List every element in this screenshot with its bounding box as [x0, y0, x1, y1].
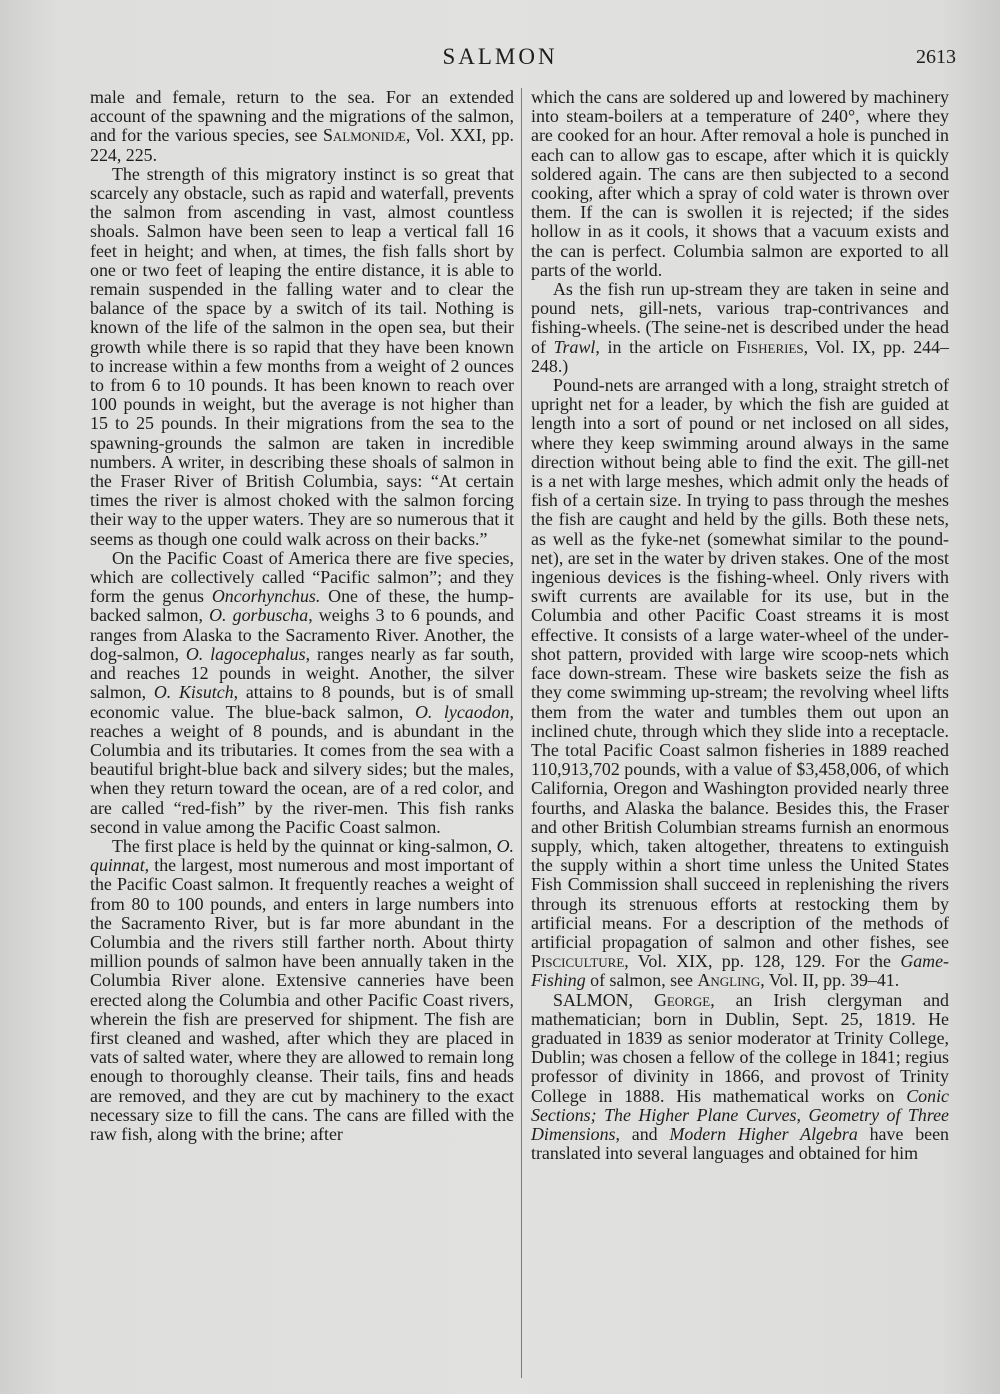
text-run: On the Pacific Coast of America there are five species, which are collectively called “Pacific salmon”; and they form the genus	[90, 547, 514, 607]
text-run: , Vol. XXI, pp. 224, 225.	[90, 125, 514, 165]
column-rule	[521, 88, 522, 1378]
paragraph	[531, 376, 949, 991]
text-run: Pound-nets are arranged with a long, straight stretch of upright net for a leader, by which the fish are guided at length into a sort of pound or net inclosed on all sides, where they keep swimming around always in the same direction without being able to find the exit. The gill-net is a net with large meshes, which admit only the heads of fish of a certain size. In trying to pass through the meshes the fish are caught and held by the gills. Both these nets, as well as the fyke-net (somewhat similar to the pound-net), are set in the water by driven stakes. One of the most ingenious devices is the fishing-wheel. Only rivers with swift currents are available for its use, but in the Columbia and other Pacific Coast streams it is most effective. It consists of a large water-wheel of the under-shot pattern, provided with large wire scoop-nets which face down-stream. These wire baskets seize the fish as they come swimming up-stream; the revolving wheel lifts them from the water and tumbles them out upon an inclined chute, through which they slide into a receptacle. The total Pacific Coast salmon fisheries in 1889 reached 110,913,702 pounds, with a value of $3,458,006, of which California, Oregon and Washington provided nearly three fourths, and Alaska the balance. Besides this, the Fraser and other British Columbian streams furnish an enormous supply, which, taken altogether, threatens to extinguish the supply within a short time unless the United States Fish Commission shall succeed in replenishing the rivers through its strenuous efforts at restocking them by artificial means. For a description of the methods of artificial propagation of salmon and other fishes, see	[531, 375, 949, 952]
text-run: male and female, return to the sea. For an extended account of the spawning and the migrations of the salmon, and for the various species, see	[90, 87, 514, 146]
text-run: of salmon, see	[585, 970, 698, 991]
text-run: , Vol. IX, pp. 244–248.)	[531, 336, 949, 376]
text-run: Modern Higher Algebra	[669, 1123, 858, 1144]
text-run: Trawl	[553, 336, 596, 357]
text-run: SALMON,	[553, 989, 654, 1010]
paragraph	[90, 549, 514, 837]
text-run: Game-Fishing	[531, 951, 949, 991]
text-run: Angling	[697, 970, 761, 991]
paragraph	[90, 837, 514, 1144]
text-run: which the cans are soldered up and lowered by machinery into steam-boilers at a temperature of 240°, where they are cooked for an hour. After removal a hole is punched in each can to allow gas to escape, after which it is quickly soldered again. The cans are then subjected to a second cooking, after which a spray of cold water is thrown over them. If the can is swollen it is rejected; if the sides hollow in as it cools, it shows that a vacuum exists and the can is perfect. Columbia salmon are exported to all parts of the world.	[531, 87, 949, 280]
text-run: O. gorbuscha	[209, 605, 309, 626]
text-run: Fisheries	[736, 336, 804, 357]
text-run: One of these, the hump-backed salmon,	[90, 586, 514, 626]
text-run: , Vol. XIX, pp. 128, 129. For the	[624, 951, 901, 972]
text-run: , reaches a weight of 8 pounds, and is abundant in the Columbia and its tributaries. It comes from the sea with a beautiful bright-blue back and silvery sides; but the males, when they return toward the ocean, are of a red color, and are called “red-fish” by the river-men. This fish ranks second in value among the Pacific Coast salmon.	[90, 701, 514, 837]
text-run: , and	[615, 1123, 670, 1144]
text-run: , attains to 8 pounds, but is of small economic value. The blue-back salmon,	[90, 682, 514, 722]
page-number: 2613	[916, 46, 956, 68]
text-run: Oncorhynchus.	[211, 586, 321, 607]
text-run: George	[653, 989, 711, 1010]
paragraph	[531, 280, 949, 376]
text-run: Conic Sections; The Higher Plane Curves, Geometry of Three Dimensions	[531, 1085, 949, 1144]
text-run: have been translated into several languages and obtained for him	[531, 1123, 949, 1164]
text-run: The first place is held by the quinnat or king-salmon,	[112, 835, 497, 856]
paragraph	[90, 88, 514, 165]
text-run: O. lycaodon	[414, 701, 510, 722]
left-column	[90, 88, 514, 1144]
text-run: Salmonidæ	[322, 125, 406, 146]
right-column	[531, 88, 949, 1163]
text-run: O. Kisutch	[153, 682, 234, 703]
text-run: O. quinnat	[90, 835, 514, 876]
running-head: SALMON	[442, 44, 558, 69]
text-run: , an Irish clergyman and mathematician; born in Dublin, Sept. 25, 1819. He graduated in 1839 as senior moderator at Trinity College, Dublin; was chosen a fellow of the college in 1841; regius professor of divinity in 1866, and provost of Trinity College in 1888. His mathematical works on	[531, 989, 949, 1106]
text-run: As the fish run up-stream they are taken in seine and pound nets, gill-nets, various trap-contrivances and fishing-wheels. (The seine-net is described under the head of	[531, 279, 949, 357]
text-run: , Vol. II, pp. 39–41.	[760, 970, 900, 991]
text-run: , the largest, most numerous and most important of the Pacific Coast salmon. It frequently reaches a weight of from 80 to 100 pounds, and enters in large numbers into the Sacramento River, but is far more abundant in the Columbia and the rivers still farther north. About thirty million pounds of salmon have been annually taken in the Columbia River alone. Extensive canneries have been erected along the Columbia and other Pacific Coast rivers, wherein the fish are preserved for shipment. The fish are first cleaned and washed, after which they are placed in vats of salted water, where they are allowed to remain long enough to thoroughly cleanse. Their tails, fins and heads are removed, and they are cut by machinery to the exact necessary size to fill the cans. The cans are filled with the raw fish, along with the brine; after	[90, 855, 514, 1144]
text-run: , in the article on	[595, 336, 737, 357]
paragraph	[90, 165, 514, 549]
text-run: , ranges nearly as far south, and reaches 12 pounds in weight. Another, the silver salmon,	[90, 643, 514, 703]
text-run: Pisciculture	[531, 951, 625, 972]
paragraph	[531, 991, 949, 1164]
text-run: O. lagocephalus	[185, 643, 306, 664]
text-run: The strength of this migratory instinct is so great that scarcely any obstacle, such as rapid and waterfall, prevents the salmon from ascending in vast, almost countless shoals. Salmon have been seen to leap a vertical fall 16 feet in height; and when, at times, the fish falls short by one or two feet of leaping the entire distance, it is able to remain suspended in the falling water and to clear the balance of the space by a switch of its tail. Nothing is known of the life of the salmon in the open sea, but their growth while there is so rapid that they have been known to increase within a few months from a weight of 2 ounces to from 6 to 10 pounds. It has been known to reach over 100 pounds in weight, but the average is not higher than 15 to 25 pounds. In their migrations from the sea to the spawning-grounds the salmon are taken in incredible numbers. A writer, in describing these shoals of salmon in the Fraser River of British Columbia, says: “At certain times the river is almost choked with the salmon forcing their way to the upper waters. They are so numerous that it seems as though one could walk across on their backs.”	[90, 163, 514, 549]
text-run: , weighs 3 to 6 pounds, and ranges from Alaska to the Sacramento River. Another, the dog-salmon,	[90, 605, 515, 664]
paragraph	[531, 88, 949, 280]
